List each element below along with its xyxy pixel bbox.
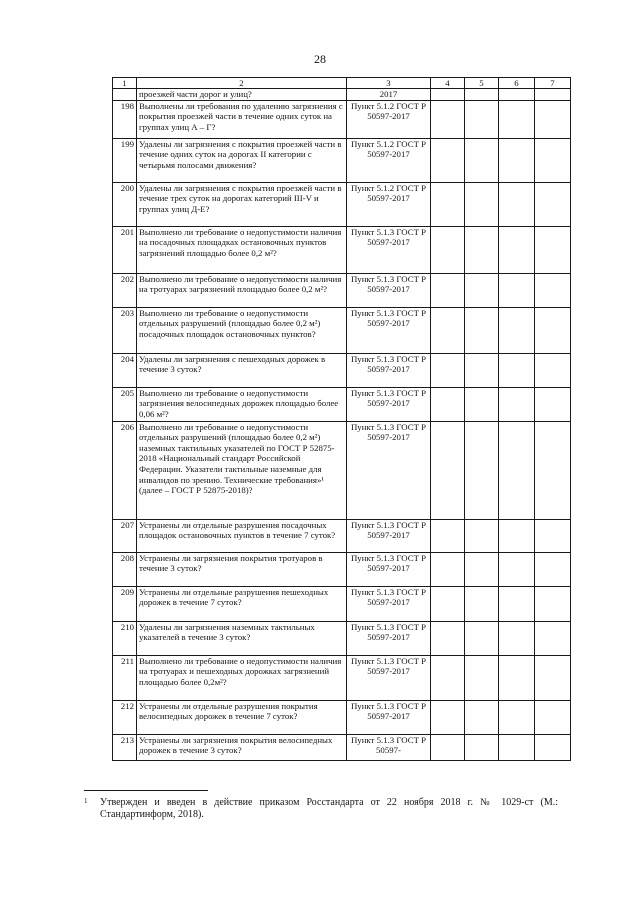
empty-cell bbox=[431, 138, 465, 182]
table-row bbox=[113, 89, 571, 101]
empty-cell bbox=[535, 387, 571, 421]
empty-cell bbox=[499, 100, 535, 138]
footnote bbox=[84, 797, 558, 821]
empty-cell bbox=[431, 519, 465, 552]
row-reference: Пункт 5.1.2 ГОСТ Р 50597-2017 bbox=[347, 100, 431, 138]
row-question: Выполнены ли требования по удалению загрязнения с покрытия проезжей части в течение одних суток на группах улиц А – Г? bbox=[137, 100, 347, 138]
table-row bbox=[113, 387, 571, 421]
empty-cell bbox=[465, 621, 499, 655]
header-row bbox=[113, 78, 571, 89]
empty-cell bbox=[465, 655, 499, 700]
checklist-table bbox=[112, 77, 571, 761]
empty-cell bbox=[499, 519, 535, 552]
footnote-mark: 1 bbox=[84, 797, 88, 805]
empty-cell bbox=[535, 226, 571, 273]
row-number: 198 bbox=[113, 100, 137, 138]
empty-cell bbox=[431, 89, 465, 101]
empty-cell bbox=[499, 89, 535, 101]
empty-cell bbox=[499, 353, 535, 387]
empty-cell bbox=[465, 182, 499, 226]
empty-cell bbox=[499, 421, 535, 519]
table-row bbox=[113, 734, 571, 760]
empty-cell bbox=[431, 353, 465, 387]
empty-cell bbox=[535, 89, 571, 101]
empty-cell bbox=[431, 552, 465, 586]
footnote-divider bbox=[84, 790, 208, 791]
row-reference: Пункт 5.1.3 ГОСТ Р 50597-2017 bbox=[347, 519, 431, 552]
row-number: 208 bbox=[113, 552, 137, 586]
table-row bbox=[113, 138, 571, 182]
empty-cell bbox=[431, 586, 465, 621]
row-number bbox=[113, 89, 137, 101]
table-row bbox=[113, 273, 571, 307]
empty-cell bbox=[465, 353, 499, 387]
row-number: 205 bbox=[113, 387, 137, 421]
empty-cell bbox=[431, 307, 465, 353]
empty-cell bbox=[465, 421, 499, 519]
empty-cell bbox=[465, 387, 499, 421]
empty-cell bbox=[431, 387, 465, 421]
row-number: 199 bbox=[113, 138, 137, 182]
row-question: Удалены ли загрязнения с покрытия проезжей части в течение трех суток на дорогах категорий III-V и группах улиц Д-Е? bbox=[137, 182, 347, 226]
row-reference: Пункт 5.1.3 ГОСТ Р 50597-2017 bbox=[347, 273, 431, 307]
empty-cell bbox=[535, 421, 571, 519]
row-number: 207 bbox=[113, 519, 137, 552]
row-question: Выполнено ли требование о недопустимости отдельных разрушений (площадью более 0,2 м²) посадочных площадок остановочных пунктов? bbox=[137, 307, 347, 353]
empty-cell bbox=[431, 226, 465, 273]
empty-cell bbox=[535, 552, 571, 586]
empty-cell bbox=[465, 734, 499, 760]
column-header: 5 bbox=[465, 78, 499, 89]
empty-cell bbox=[465, 552, 499, 586]
row-question: Выполнено ли требование о недопустимости наличия на тротуарах и пешеходных дорожках загрязнений площадью более 0,2м²? bbox=[137, 655, 347, 700]
row-number: 202 bbox=[113, 273, 137, 307]
empty-cell bbox=[499, 621, 535, 655]
row-reference: Пункт 5.1.3 ГОСТ Р 50597-2017 bbox=[347, 387, 431, 421]
row-question: Выполнено ли требование о недопустимости наличия на посадочных площадках остановочных пунктов загрязнений площадью более 0,2 м²? bbox=[137, 226, 347, 273]
row-question: Удалены ли загрязнения с пешеходных дорожек в течение 3 суток? bbox=[137, 353, 347, 387]
row-reference: Пункт 5.1.3 ГОСТ Р 50597-2017 bbox=[347, 586, 431, 621]
row-number: 210 bbox=[113, 621, 137, 655]
column-header: 4 bbox=[431, 78, 465, 89]
row-number: 201 bbox=[113, 226, 137, 273]
empty-cell bbox=[499, 655, 535, 700]
empty-cell bbox=[499, 700, 535, 734]
row-question: Выполнено ли требование о недопустимости отдельных разрушений (площадью более 0,2 м²) наземных тактильных указателей по ГОСТ Р 52875-2018 «Национальный стандарт Российской Федерации. Указатели тактильные наземные для инвалидов по зрению. Технические требования»¹ (далее – ГОСТ Р 52875-2018)? bbox=[137, 421, 347, 519]
row-reference: Пункт 5.1.3 ГОСТ Р 50597- bbox=[347, 734, 431, 760]
empty-cell bbox=[431, 734, 465, 760]
empty-cell bbox=[465, 307, 499, 353]
empty-cell bbox=[465, 89, 499, 101]
row-question: Устранены ли отдельные разрушения пешеходных дорожек в течение 7 суток? bbox=[137, 586, 347, 621]
empty-cell bbox=[499, 273, 535, 307]
empty-cell bbox=[499, 552, 535, 586]
empty-cell bbox=[465, 519, 499, 552]
column-header: 3 bbox=[347, 78, 431, 89]
table-row bbox=[113, 586, 571, 621]
empty-cell bbox=[431, 621, 465, 655]
empty-cell bbox=[535, 734, 571, 760]
empty-cell bbox=[431, 700, 465, 734]
row-number: 206 bbox=[113, 421, 137, 519]
column-header: 6 bbox=[499, 78, 535, 89]
table-row bbox=[113, 552, 571, 586]
table-row bbox=[113, 655, 571, 700]
table-row bbox=[113, 182, 571, 226]
empty-cell bbox=[535, 586, 571, 621]
row-reference: Пункт 5.1.3 ГОСТ Р 50597-2017 bbox=[347, 621, 431, 655]
empty-cell bbox=[465, 226, 499, 273]
row-number: 200 bbox=[113, 182, 137, 226]
empty-cell bbox=[499, 182, 535, 226]
page-number: 28 bbox=[314, 52, 326, 66]
row-question: Выполнено ли требование о недопустимости загрязнения велосипедных дорожек площадью более 0,06 м²? bbox=[137, 387, 347, 421]
row-number: 209 bbox=[113, 586, 137, 621]
empty-cell bbox=[535, 353, 571, 387]
empty-cell bbox=[499, 586, 535, 621]
empty-cell bbox=[431, 273, 465, 307]
empty-cell bbox=[499, 387, 535, 421]
column-header: 1 bbox=[113, 78, 137, 89]
table-row bbox=[113, 519, 571, 552]
empty-cell bbox=[535, 307, 571, 353]
row-reference: Пункт 5.1.3 ГОСТ Р 50597-2017 bbox=[347, 353, 431, 387]
table-row bbox=[113, 353, 571, 387]
empty-cell bbox=[535, 655, 571, 700]
row-question: Удалены ли загрязнения с покрытия проезжей части в течение одних суток на дорогах II категории с четырьмя полосами движения? bbox=[137, 138, 347, 182]
empty-cell bbox=[535, 519, 571, 552]
empty-cell bbox=[465, 586, 499, 621]
row-number: 213 bbox=[113, 734, 137, 760]
column-header: 2 bbox=[137, 78, 347, 89]
row-number: 203 bbox=[113, 307, 137, 353]
table-row bbox=[113, 100, 571, 138]
row-question: Удалены ли загрязнения наземных тактильных указателей в течение 3 суток? bbox=[137, 621, 347, 655]
empty-cell bbox=[535, 273, 571, 307]
row-reference: Пункт 5.1.3 ГОСТ Р 50597-2017 bbox=[347, 552, 431, 586]
table-row bbox=[113, 621, 571, 655]
row-number: 212 bbox=[113, 700, 137, 734]
row-question: Устранены ли отдельные разрушения покрытия велосипедных дорожек в течение 7 суток? bbox=[137, 700, 347, 734]
table-row bbox=[113, 226, 571, 273]
empty-cell bbox=[499, 734, 535, 760]
empty-cell bbox=[465, 273, 499, 307]
table-row bbox=[113, 700, 571, 734]
empty-cell bbox=[535, 182, 571, 226]
row-question: Устранены ли загрязнения покрытия велосипедных дорожек в течение 3 суток? bbox=[137, 734, 347, 760]
row-reference: Пункт 5.1.3 ГОСТ Р 50597-2017 bbox=[347, 655, 431, 700]
row-reference: Пункт 5.1.2 ГОСТ Р 50597-2017 bbox=[347, 138, 431, 182]
row-question: проезжей части дорог и улиц? bbox=[137, 89, 347, 101]
empty-cell bbox=[535, 621, 571, 655]
table-row bbox=[113, 421, 571, 519]
row-number: 211 bbox=[113, 655, 137, 700]
empty-cell bbox=[431, 655, 465, 700]
row-question: Устранены ли загрязнения покрытия тротуаров в течение 3 суток? bbox=[137, 552, 347, 586]
empty-cell bbox=[431, 100, 465, 138]
row-question: Устранены ли отдельные разрушения посадочных площадок остановочных пунктов в течение 7 суток? bbox=[137, 519, 347, 552]
row-reference: Пункт 5.1.3 ГОСТ Р 50597-2017 bbox=[347, 226, 431, 273]
empty-cell bbox=[431, 182, 465, 226]
row-reference: Пункт 5.1.3 ГОСТ Р 50597-2017 bbox=[347, 700, 431, 734]
row-reference: Пункт 5.1.3 ГОСТ Р 50597-2017 bbox=[347, 307, 431, 353]
empty-cell bbox=[499, 307, 535, 353]
empty-cell bbox=[535, 700, 571, 734]
column-header: 7 bbox=[535, 78, 571, 89]
row-number: 204 bbox=[113, 353, 137, 387]
empty-cell bbox=[465, 100, 499, 138]
empty-cell bbox=[431, 421, 465, 519]
row-reference: Пункт 5.1.3 ГОСТ Р 50597-2017 bbox=[347, 421, 431, 519]
empty-cell bbox=[465, 138, 499, 182]
row-reference: 2017 bbox=[347, 89, 431, 101]
row-reference: Пункт 5.1.2 ГОСТ Р 50597-2017 bbox=[347, 182, 431, 226]
empty-cell bbox=[535, 100, 571, 138]
empty-cell bbox=[535, 138, 571, 182]
empty-cell bbox=[499, 226, 535, 273]
row-question: Выполнено ли требование о недопустимости наличия на тротуарах загрязнений площадью более 0,2 м²? bbox=[137, 273, 347, 307]
empty-cell bbox=[499, 138, 535, 182]
table-row bbox=[113, 307, 571, 353]
empty-cell bbox=[465, 700, 499, 734]
footnote-text: Утвержден и введен в действие приказом Росстандарта от 22 ноября 2018 г. № 1029-ст (М.: Стандартинформ, 2018). bbox=[100, 797, 558, 820]
